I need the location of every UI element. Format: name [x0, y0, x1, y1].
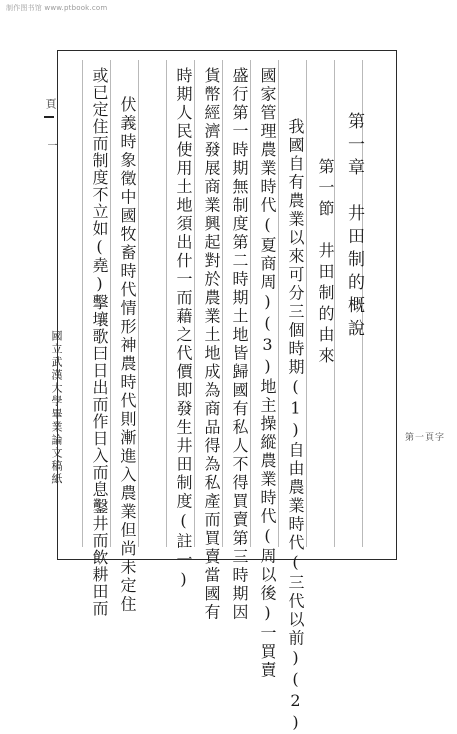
column-rule	[194, 60, 195, 547]
body-column-7: 或已定住而制度不立如(堯)擊壤歌曰日出而作日入而息鑿井而飲耕田而	[90, 67, 109, 617]
column-rule	[82, 60, 83, 547]
body-column-6: 伏義時象徵中國牧畜時代情形神農時代則漸進入農業但尚未定住	[118, 96, 137, 614]
body-column-2: 國家管理農業時代(夏商周)(3)地主操縱農業時代(周以後)一買賣	[258, 67, 277, 680]
column-rule	[166, 60, 167, 547]
column-rule	[110, 60, 111, 547]
column-rule	[306, 60, 307, 547]
body-column-1: 我國自有農業以來可分三個時期(1)自由農業時代(三代以前)(2)	[286, 118, 305, 734]
body-column-4: 貨幣經濟發展商業興起對於農業土地成為商品得為私產而買賣當國有	[202, 67, 221, 622]
school-name: 國立武漢大學畢業論文稿紙	[50, 330, 63, 486]
chapter-title: 第一章 井田制的概說	[344, 112, 364, 342]
column-rule	[138, 60, 139, 547]
page-number: 一	[45, 140, 56, 150]
page-number-rule	[44, 116, 54, 118]
column-rule	[222, 60, 223, 547]
body-column-3: 盛行第一時期無制度第二時期土地皆歸國有私人不得買賣第三時期因	[230, 67, 249, 622]
column-rule	[278, 60, 279, 547]
right-edge-label: 第一頁字	[405, 433, 446, 443]
body-column-5: 時期人民使用土地須出什一而藉之代價即發生井田制度(註一)	[174, 67, 193, 591]
section-title: 第一節 井田制的由來	[316, 158, 335, 368]
margin-page-label: 頁	[44, 98, 57, 110]
column-rule	[250, 60, 251, 547]
watermark-text: 制作图书馆 www.ptbook.com	[6, 4, 108, 12]
